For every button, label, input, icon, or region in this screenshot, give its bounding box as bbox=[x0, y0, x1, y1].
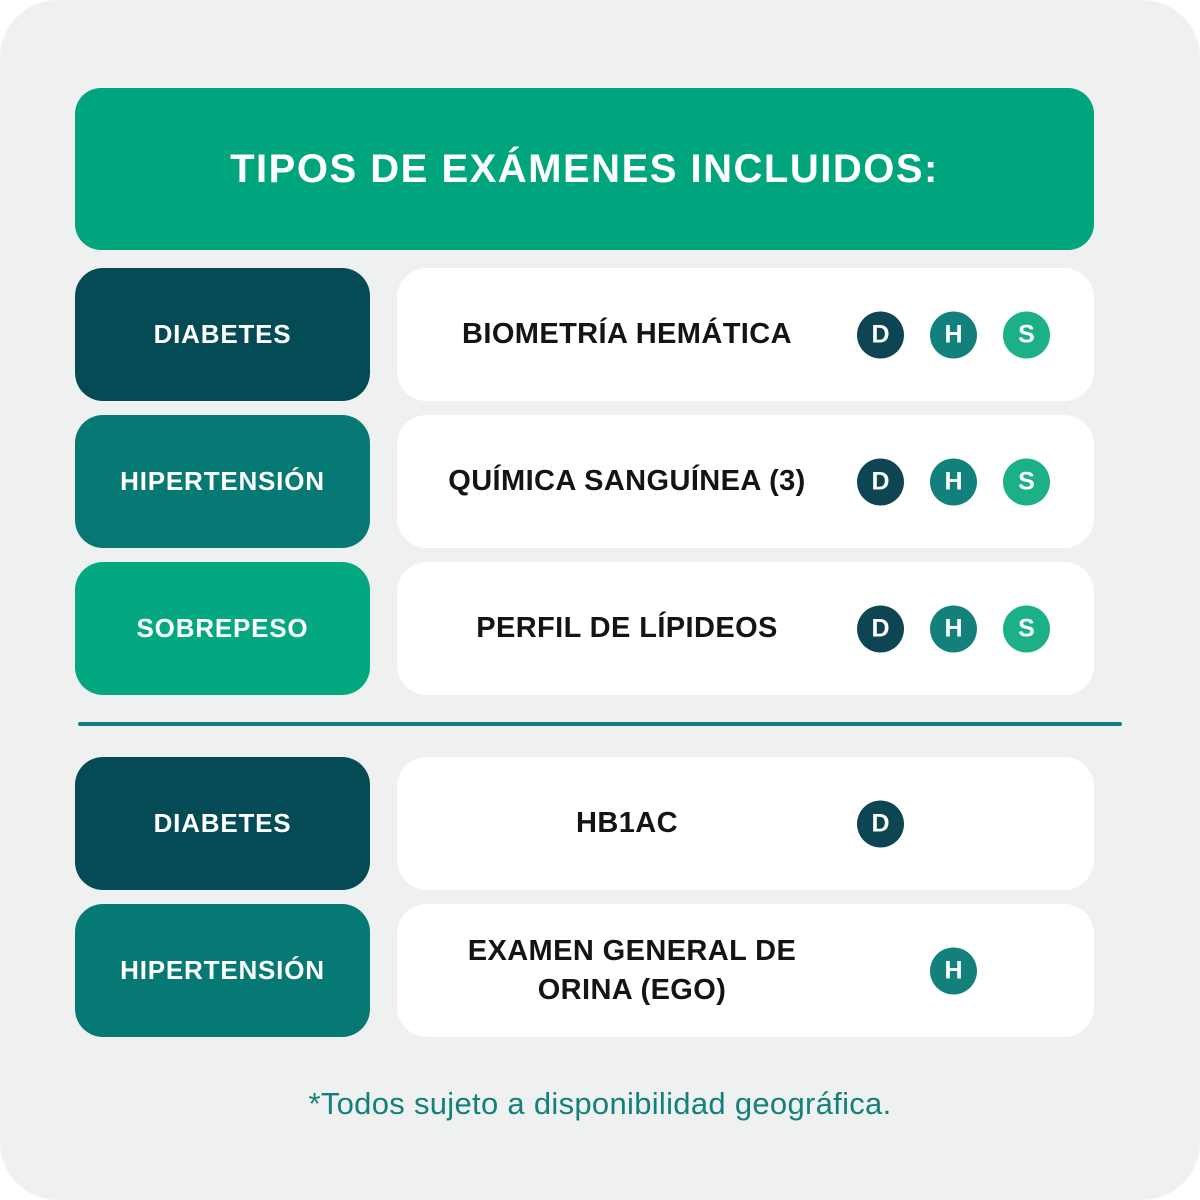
exam-row bbox=[75, 904, 1094, 1037]
badge-h: H bbox=[930, 605, 977, 652]
badge-d: D bbox=[857, 800, 904, 847]
badge-d: D bbox=[857, 605, 904, 652]
badge-h: H bbox=[930, 458, 977, 505]
badge-d: D bbox=[857, 311, 904, 358]
exam-card bbox=[397, 904, 1094, 1037]
exam-card bbox=[397, 415, 1094, 548]
badge-h: H bbox=[930, 311, 977, 358]
badge-d: D bbox=[857, 458, 904, 505]
header-banner bbox=[75, 88, 1094, 250]
category-pill-diabetes: DIABETES bbox=[75, 268, 370, 401]
page-title: TIPOS DE EXÁMENES INCLUIDOS: bbox=[230, 146, 939, 191]
exam-name: PERFIL DE LÍPIDEOS bbox=[476, 612, 778, 645]
footnote: *Todos sujeto a disponibilidad geográfica. bbox=[308, 1086, 892, 1121]
exam-card bbox=[397, 562, 1094, 695]
exam-row bbox=[75, 415, 1094, 548]
exam-name: QUÍMICA SANGUÍNEA (3) bbox=[448, 465, 806, 498]
badge-s: S bbox=[1003, 311, 1050, 358]
section-divider bbox=[78, 722, 1122, 726]
exam-card bbox=[397, 268, 1094, 401]
exam-name: EXAMEN GENERAL DE ORINA (EGO) bbox=[467, 935, 797, 1006]
exam-row bbox=[75, 757, 1094, 890]
exam-card bbox=[397, 757, 1094, 890]
category-pill-sobrepeso: SOBREPESO bbox=[75, 562, 370, 695]
badge-s: S bbox=[1003, 458, 1050, 505]
category-pill-diabetes: DIABETES bbox=[75, 757, 370, 890]
badge-s: S bbox=[1003, 605, 1050, 652]
category-pill-hipertension: HIPERTENSIÓN bbox=[75, 415, 370, 548]
exam-name: BIOMETRÍA HEMÁTICA bbox=[462, 318, 792, 351]
exam-row bbox=[75, 562, 1094, 695]
badge-h: H bbox=[930, 947, 977, 994]
exam-row bbox=[75, 268, 1094, 401]
exam-name: HB1AC bbox=[576, 807, 678, 840]
category-pill-hipertension: HIPERTENSIÓN bbox=[75, 904, 370, 1037]
